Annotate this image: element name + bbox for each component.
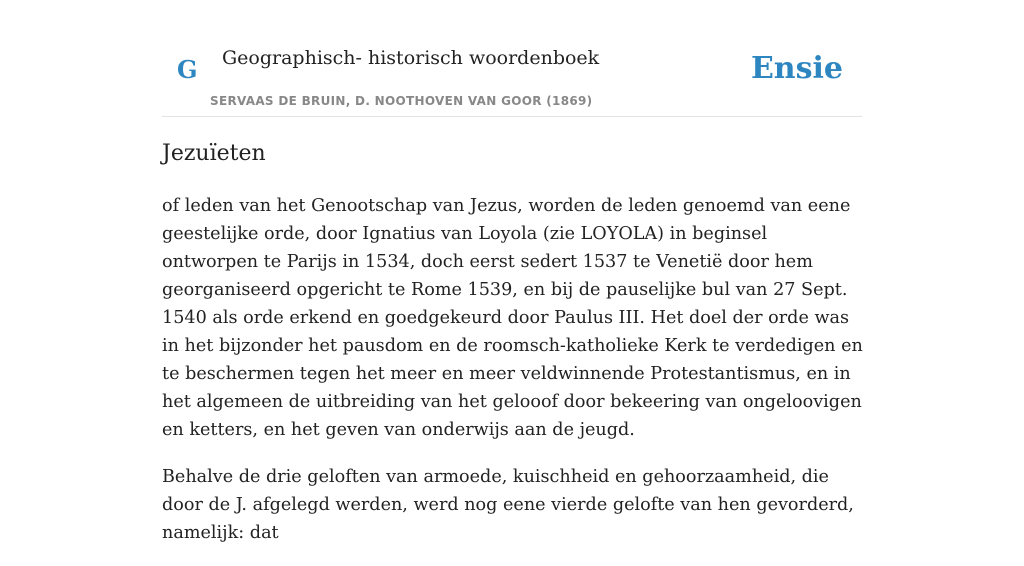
entry-paragraph: of leden van het Genootschap van Jezus, worden de leden genoemd van eene geestelijke orde, door Ignatius van Loyola (zie LOYOLA) in beginsel ontworpen te Parijs in 1534, doch eerst sedert 1537 te Venetië door hem georganiseerd opgericht te Rome 1539, en bij de pauselijke bul van 27 Sept. 1540 als orde erkend en goedgekeurd door Paulus III. Het doel der orde was in het bijzonder het pausdom en de roomsch-katholieke Kerk te verdedigen en te beschermen tegen het meer en meer veldwinnende Protestantismus, en in het algemeen de uitbreiding van het gelooof door bekeering van ongeloovigen en ketters, en het geven van onderwijs aan de jeugd. bbox=[162, 196, 863, 440]
entry-paragraph: Behalve de drie geloften van armoede, kuischheid en gehoorzaamheid, die door de J. afgelegd werden, werd nog eene vierde gelofte van hen gevorderd, namelijk: dat bbox=[162, 467, 854, 543]
dictionary-header bbox=[162, 0, 862, 117]
ensie-logo[interactable]: Ensie bbox=[750, 51, 843, 86]
book-authors-year: SERVAAS DE BRUIN, D. NOOTHOVEN VAN GOOR (1869) bbox=[210, 94, 593, 108]
entry-headword: Jezuïeten bbox=[162, 141, 266, 166]
entry-body bbox=[162, 192, 867, 566]
dictionary-logo[interactable]: G bbox=[177, 55, 198, 84]
book-title[interactable]: Geographisch- historisch woordenboek bbox=[222, 47, 600, 69]
